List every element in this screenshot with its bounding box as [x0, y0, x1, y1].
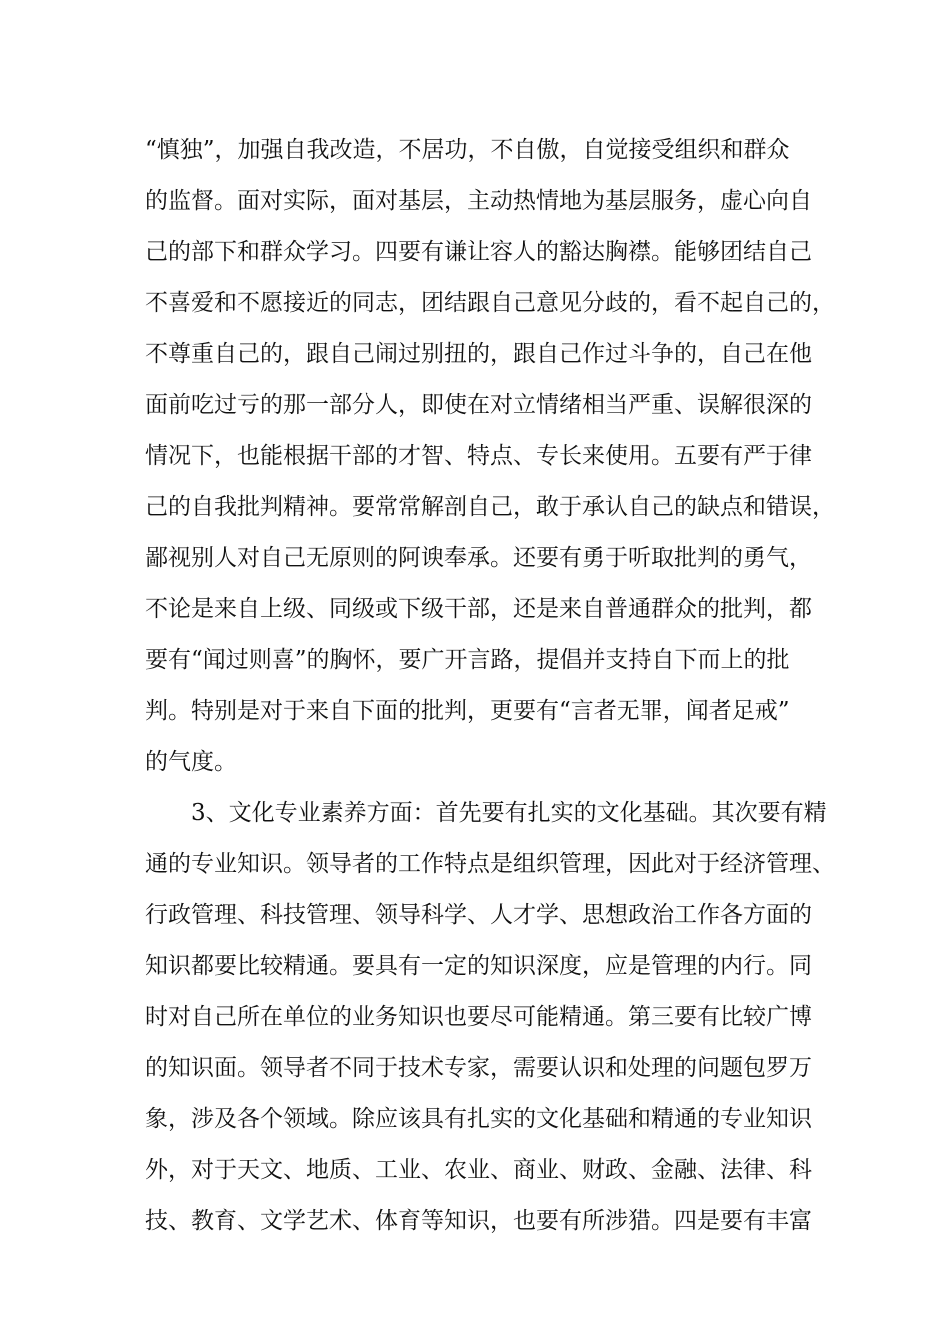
paragraph-2-line: 通的专业知识。领导者的工作特点是组织管理，因此对于经济管理、	[145, 851, 835, 877]
paragraph-1-line: 要有“闻过则喜”的胸怀，要广开言路，提倡并支持自下而上的批	[145, 647, 790, 673]
paragraph-1-line: 的气度。	[145, 749, 237, 775]
paragraph-2-line: 象，涉及各个领域。除应该具有扎实的文化基础和精通的专业知识	[145, 1106, 812, 1132]
paragraph-1-line: 己的部下和群众学习。四要有谦让容人的豁达胸襟。能够团结自己	[145, 239, 812, 265]
paragraph-1-line: 不喜爱和不愿接近的同志，团结跟自己意见分歧的，看不起自己的，	[145, 290, 835, 316]
paragraph-2-line: 外，对于天文、地质、工业、农业、商业、财政、金融、法律、科	[145, 1157, 812, 1183]
paragraph-2-line: 3、文化专业素养方面：首先要有扎实的文化基础。其次要有精	[191, 800, 827, 826]
paragraph-2-line: 时对自己所在单位的业务知识也要尽可能精通。第三要有比较广博	[145, 1004, 812, 1030]
paragraph-1-line: “慎独”，加强自我改造，不居功，不自傲，自觉接受组织和群众	[145, 137, 790, 163]
paragraph-1-line: 不尊重自己的，跟自己闹过别扭的，跟自己作过斗争的，自己在他	[145, 341, 812, 367]
paragraph-2-line: 的知识面。领导者不同于技术专家，需要认识和处理的问题包罗万	[145, 1055, 812, 1081]
paragraph-1-line: 鄙视别人对自己无原则的阿谀奉承。还要有勇于听取批判的勇气，	[145, 545, 812, 571]
paragraph-1-line: 己的自我批判精神。要常常解剖自己，敢于承认自己的缺点和错误，	[145, 494, 835, 520]
paragraph-1-line: 不论是来自上级、同级或下级干部，还是来自普通群众的批判，都	[145, 596, 812, 622]
paragraph-2-line: 行政管理、科技管理、领导科学、人才学、思想政治工作各方面的	[145, 902, 812, 928]
paragraph-1-line: 面前吃过亏的那一部分人，即使在对立情绪相当严重、误解很深的	[145, 392, 812, 418]
paragraph-1-line: 判。特别是对于来自下面的批判，更要有“言者无罪，闻者足戒”	[145, 698, 790, 724]
paragraph-2-line: 知识都要比较精通。要具有一定的知识深度，应是管理的内行。同	[145, 953, 812, 979]
paragraph-1-line: 的监督。面对实际，面对基层，主动热情地为基层服务，虚心向自	[145, 188, 812, 214]
paragraph-2-line: 技、教育、文学艺术、体育等知识，也要有所涉猎。四是要有丰富	[145, 1208, 812, 1234]
paragraph-1-line: 情况下，也能根据干部的才智、特点、专长来使用。五要有严于律	[145, 443, 812, 469]
